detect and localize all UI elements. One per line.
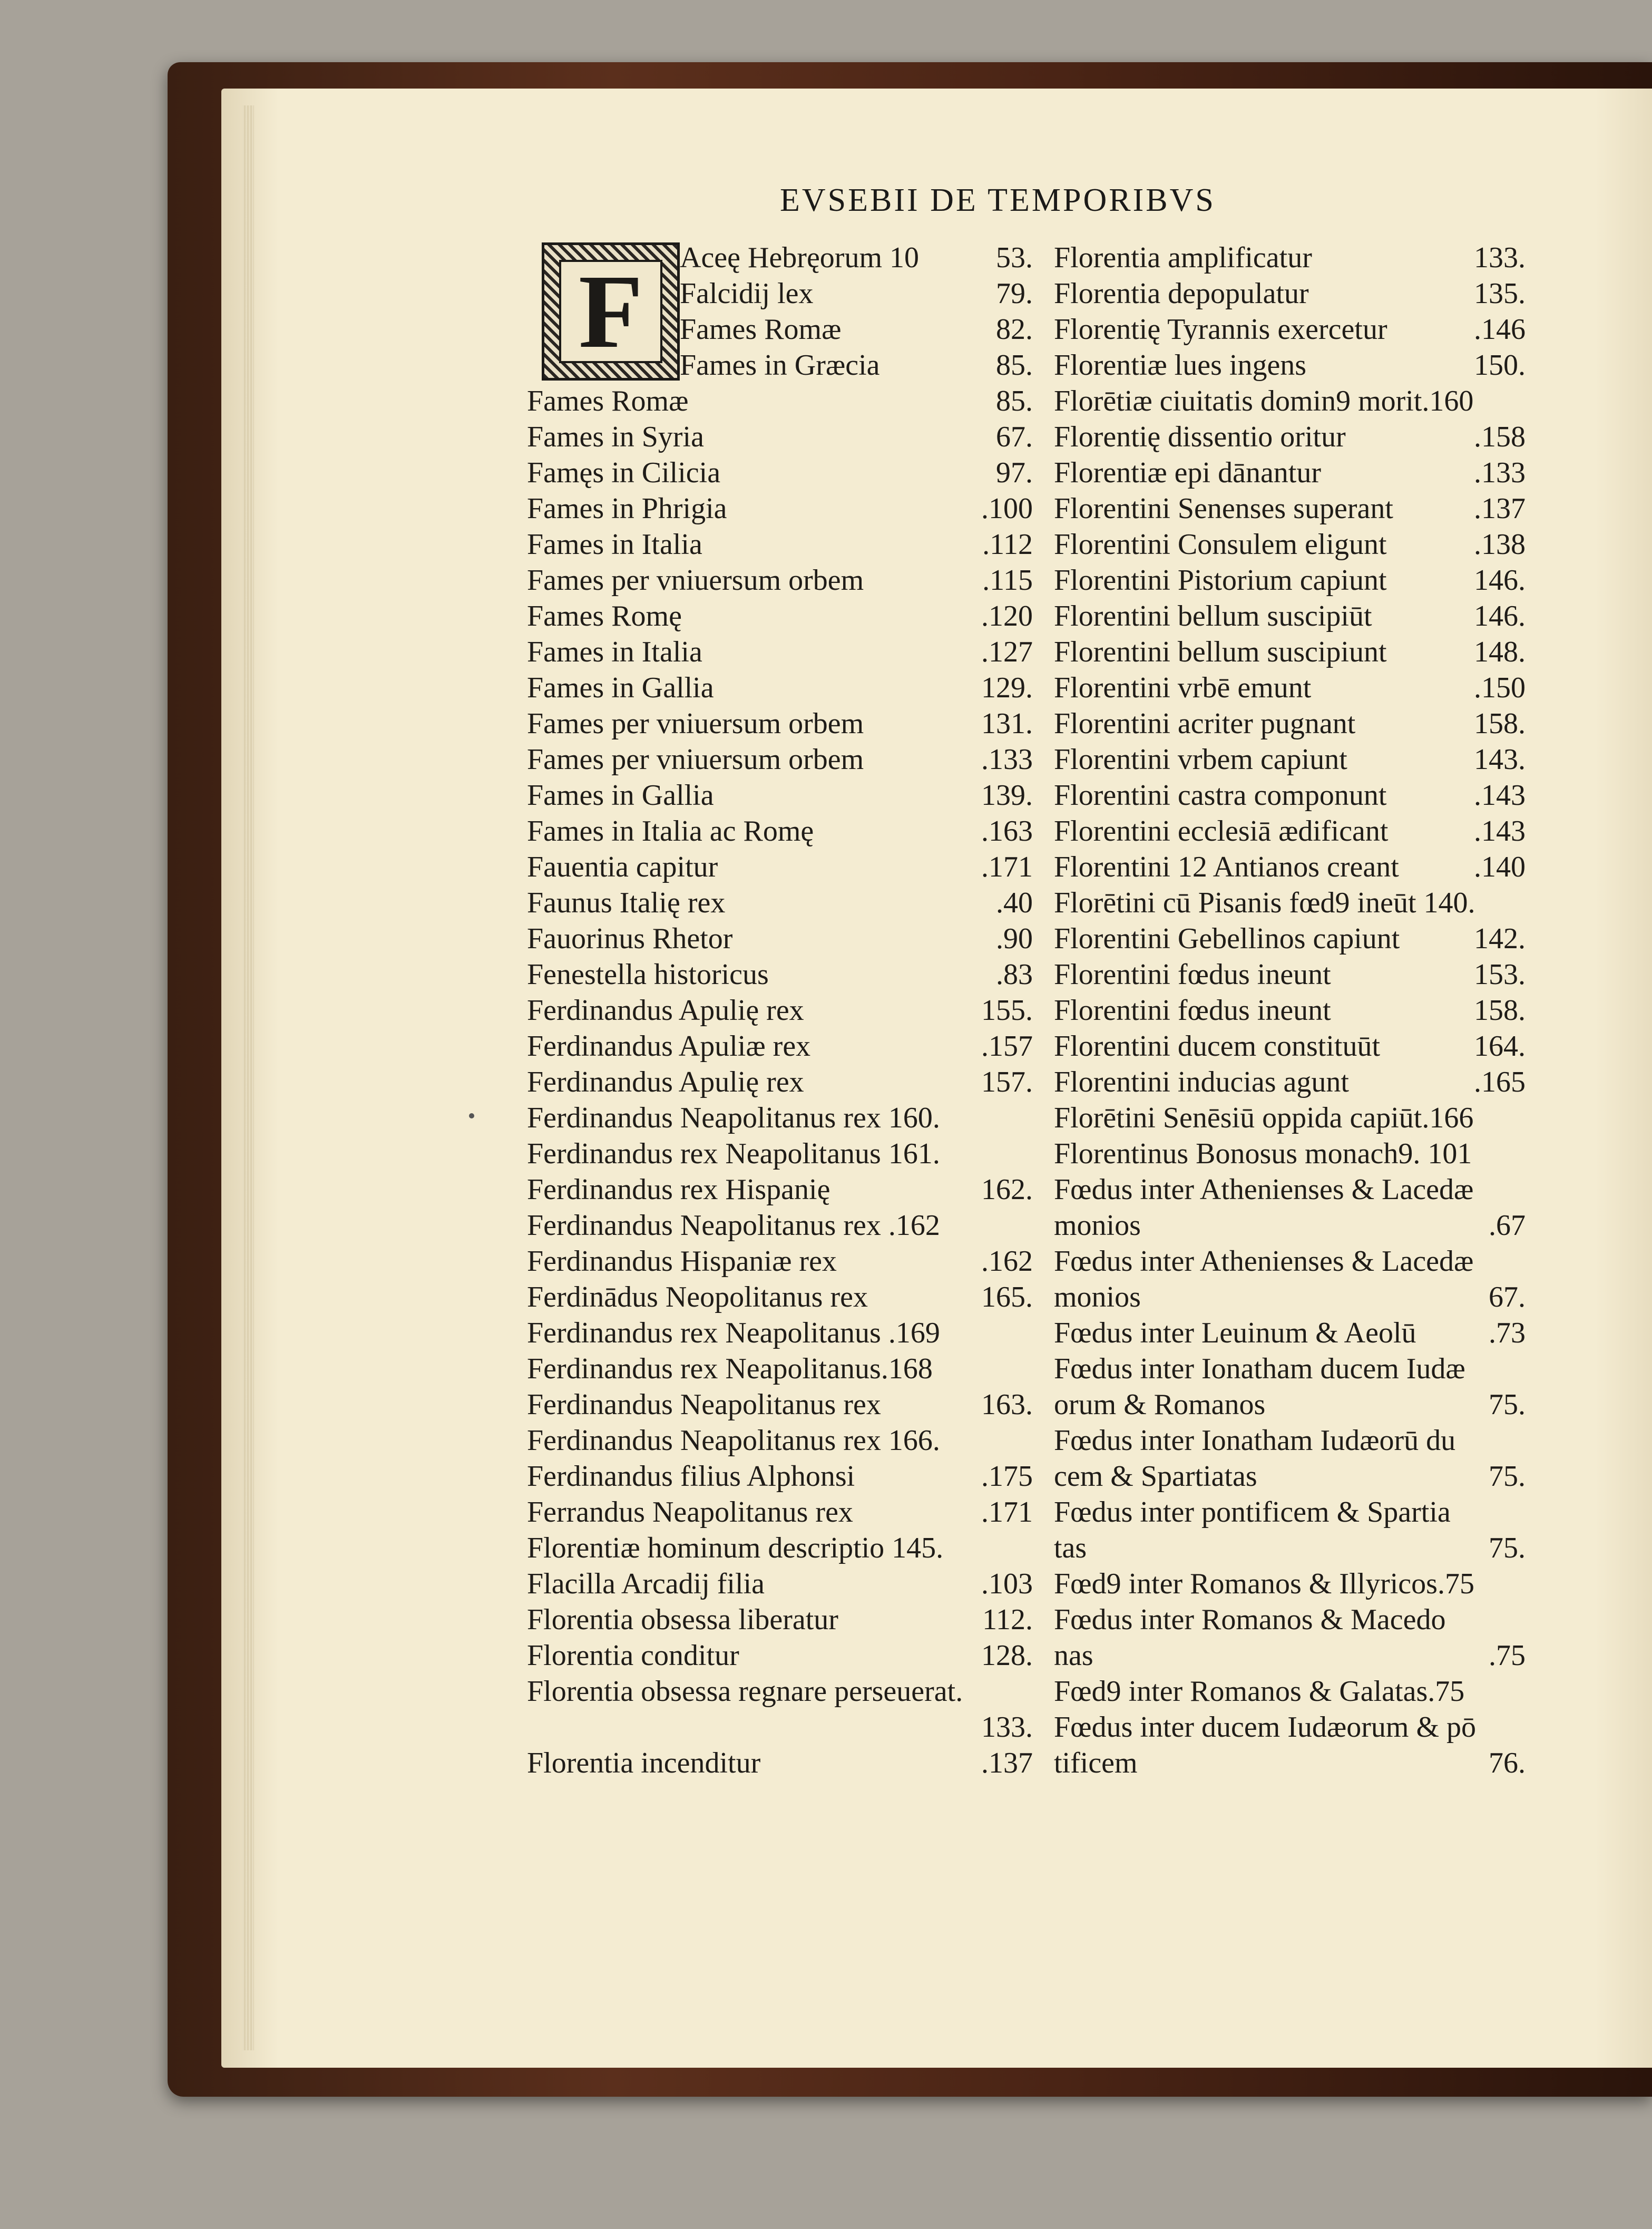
index-entry xyxy=(1054,1387,1526,1423)
index-entry xyxy=(527,527,1033,562)
entry-text: Fames Romæ xyxy=(680,313,842,346)
entry-text: Florentia amplificatur xyxy=(1054,241,1312,274)
entry-page: 142. xyxy=(1474,922,1526,955)
entry-text: tificem xyxy=(1054,1747,1138,1779)
entry-page: 158. xyxy=(1474,994,1526,1027)
entry-text: Falcidij lex xyxy=(680,277,814,310)
entry-page: 146. xyxy=(1474,564,1526,597)
entry-page: 139. xyxy=(981,779,1033,812)
index-entry xyxy=(527,419,1033,455)
index-entry xyxy=(1054,1673,1526,1709)
entry-text: Fames in Gallia xyxy=(527,779,714,812)
entry-text: cem & Spartiatas xyxy=(1054,1460,1257,1493)
entry-text xyxy=(527,1709,975,1745)
entry-page: 76. xyxy=(1489,1747,1526,1779)
entry-text: Fames per vniuersum orbem xyxy=(527,564,864,597)
index-entry xyxy=(527,1315,1033,1351)
index-entry xyxy=(527,706,1033,742)
entry-page: .73 xyxy=(1489,1317,1526,1349)
index-entry xyxy=(1054,921,1526,957)
entry-text: Florentia obsessa regnare perseuerat. xyxy=(527,1675,963,1708)
index-entry xyxy=(1054,670,1526,706)
entry-text: Florentini castra componunt xyxy=(1054,779,1387,812)
entry-page: 155. xyxy=(981,994,1033,1027)
entry-text: Florentini vrbē emunt xyxy=(1054,671,1312,704)
entry-text: Florentia obsessa liberatur xyxy=(527,1603,838,1636)
index-entry xyxy=(527,1100,1033,1136)
index-entry xyxy=(1054,706,1526,742)
entry-page: 135. xyxy=(1474,277,1526,310)
entry-page: .103 xyxy=(981,1568,1033,1600)
index-entry xyxy=(527,1423,1033,1458)
index-entry xyxy=(1054,562,1526,598)
index-entry xyxy=(1054,634,1526,670)
entry-page: 164. xyxy=(1474,1030,1526,1063)
entry-text: Fœdus inter Romanos & Macedo xyxy=(1054,1603,1446,1636)
index-entry xyxy=(527,1208,1033,1243)
index-entry xyxy=(1054,312,1526,347)
index-entry xyxy=(527,1458,1033,1494)
index-column-right xyxy=(1054,240,1526,1781)
index-entry xyxy=(527,1028,1033,1064)
index-entry xyxy=(527,1351,1033,1387)
entry-page: 129. xyxy=(981,671,1033,704)
entry-text: orum & Romanos xyxy=(1054,1388,1266,1421)
entry-page: 85. xyxy=(996,349,1033,382)
index-entry xyxy=(527,634,1033,670)
index-entry xyxy=(1054,1208,1526,1243)
index-entry xyxy=(527,347,1033,383)
entry-text: Florentini ecclesiā ædificant xyxy=(1054,815,1389,848)
index-column-left xyxy=(527,240,1033,1781)
entry-text: Florentini acriter pugnant xyxy=(1054,707,1356,740)
entry-page: 97. xyxy=(996,456,1033,489)
index-entry xyxy=(1054,1458,1526,1494)
entry-text: Ferdinandus rex Hispanię xyxy=(527,1173,830,1206)
index-entry xyxy=(527,1136,1033,1172)
entry-text: Florētini cū Pisanis fœd9 ineūt 140. xyxy=(1054,887,1475,919)
entry-text: Florentini Pistorium capiunt xyxy=(1054,564,1387,597)
index-entry xyxy=(527,1709,1033,1745)
entry-text: Ferdinandus Apulię rex xyxy=(527,994,804,1027)
index-entry xyxy=(1054,1709,1526,1745)
index-entry xyxy=(527,1387,1033,1423)
index-entry xyxy=(1054,1566,1526,1602)
index-entry xyxy=(1054,1423,1526,1458)
entry-text: Fames in Gallia xyxy=(527,671,714,704)
entry-text: Fœdus inter Athenienses & Lacedæ xyxy=(1054,1173,1474,1206)
entry-page: .83 xyxy=(996,958,1033,991)
entry-page: .143 xyxy=(1474,779,1526,812)
entry-page: 153. xyxy=(1474,958,1526,991)
entry-text: Florētiæ ciuitatis domin9 morit.160 xyxy=(1054,385,1474,417)
entry-page: 75. xyxy=(1489,1460,1526,1493)
index-entry xyxy=(527,240,1033,276)
entry-page: .163 xyxy=(981,815,1033,848)
entry-page: 133. xyxy=(1474,241,1526,274)
entry-text: Fames in Italia ac Romę xyxy=(527,815,814,848)
entry-page: .100 xyxy=(981,492,1033,525)
entry-page: .157 xyxy=(981,1030,1033,1063)
index-entry xyxy=(1054,742,1526,777)
index-entry xyxy=(1054,1602,1526,1638)
entry-page: 75. xyxy=(1489,1388,1526,1421)
entry-text: Aceę Hebręorum 10 xyxy=(680,241,920,274)
index-entry xyxy=(527,670,1033,706)
entry-text: Ferdinandus filius Alphonsi xyxy=(527,1460,855,1493)
entry-page: 79. xyxy=(996,277,1033,310)
entry-page: .115 xyxy=(982,564,1033,597)
entry-text: Fœdus inter ducem Iudæorum & pō xyxy=(1054,1711,1477,1744)
index-entry xyxy=(1054,527,1526,562)
entry-page: .120 xyxy=(981,600,1033,632)
index-entry xyxy=(1054,383,1526,419)
index-entry xyxy=(527,276,1033,312)
index-entry xyxy=(1054,1136,1526,1172)
entry-page: 82. xyxy=(996,313,1033,346)
entry-text: Florentini fœdus ineunt xyxy=(1054,958,1331,991)
index-entry xyxy=(1054,1100,1526,1136)
entry-text: Fames in Phrigia xyxy=(527,492,727,525)
entry-page: 158. xyxy=(1474,707,1526,740)
entry-page: .162 xyxy=(981,1245,1033,1278)
index-entry xyxy=(527,1602,1033,1638)
entry-page: .150 xyxy=(1474,671,1526,704)
index-entry xyxy=(527,598,1033,634)
index-entry xyxy=(527,455,1033,491)
entry-text: Fœdus inter Ionatham ducem Iudæ xyxy=(1054,1352,1465,1385)
entry-page: .175 xyxy=(981,1460,1033,1493)
index-entry xyxy=(1054,1315,1526,1351)
entry-page: .133 xyxy=(981,743,1033,776)
entry-page: .90 xyxy=(996,922,1033,955)
entry-text: Florentini ducem constituūt xyxy=(1054,1030,1381,1063)
index-entry xyxy=(1054,1172,1526,1208)
entry-text: Florentia conditur xyxy=(527,1639,739,1672)
entry-page: 85. xyxy=(996,385,1033,417)
entry-text: Florentia depopulatur xyxy=(1054,277,1309,310)
entry-page: .158 xyxy=(1474,421,1526,453)
page-edges xyxy=(242,105,254,2050)
entry-page: 150. xyxy=(1474,349,1526,382)
entry-text: Florentiæ hominum descriptio 145. xyxy=(527,1532,944,1564)
index-entry xyxy=(1054,347,1526,383)
entry-text: Florētini Senēsiū oppida capiūt.166 xyxy=(1054,1102,1474,1134)
index-entry xyxy=(527,813,1033,849)
index-entry xyxy=(1054,491,1526,527)
entry-text: Ferdinandus Apulię rex xyxy=(527,1066,804,1098)
index-entry xyxy=(1054,1351,1526,1387)
entry-text: Famęs in Cilicia xyxy=(527,456,721,489)
entry-page: 162. xyxy=(981,1173,1033,1206)
entry-text: Ferrandus Neapolitanus rex xyxy=(527,1496,853,1529)
index-entry xyxy=(527,1530,1033,1566)
entry-text: Florentiæ lues ingens xyxy=(1054,349,1307,382)
entry-text: Fœdus inter Leuinum & Aeolū xyxy=(1054,1317,1416,1349)
index-entry xyxy=(527,1566,1033,1602)
index-entry xyxy=(527,1172,1033,1208)
entry-text: monios xyxy=(1054,1209,1141,1242)
index-entry xyxy=(527,1638,1033,1673)
entry-page: .143 xyxy=(1474,815,1526,848)
entry-text: Florentię Tyrannis exercetur xyxy=(1054,313,1387,346)
entry-page: 112. xyxy=(982,1603,1033,1636)
entry-text: Florentini inducias agunt xyxy=(1054,1066,1349,1098)
entry-text: Florentini bellum suscipiūt xyxy=(1054,600,1372,632)
index-entry xyxy=(1054,598,1526,634)
entry-text: Fauorinus Rhetor xyxy=(527,922,733,955)
index-entry xyxy=(1054,276,1526,312)
entry-page: .127 xyxy=(981,636,1033,668)
entry-page: .137 xyxy=(1474,492,1526,525)
initial-letter: F xyxy=(559,260,662,363)
entry-text: Florentini Senenses superant xyxy=(1054,492,1393,525)
index-entry xyxy=(527,957,1033,992)
entry-text: Flacilla Arcadij filia xyxy=(527,1568,765,1600)
entry-page: .133 xyxy=(1474,456,1526,489)
index-entry xyxy=(527,1673,1033,1709)
entry-page: 165. xyxy=(981,1281,1033,1313)
entry-page: 67. xyxy=(996,421,1033,453)
entry-text: Florentini Gebellinos capiunt xyxy=(1054,922,1400,955)
entry-page: .112 xyxy=(982,528,1033,561)
running-head: EVSEBII DE TEMPORIBVS xyxy=(780,182,1216,218)
entry-text: Ferdinandus rex Neapolitanus .169 xyxy=(527,1317,940,1349)
entry-page: .67 xyxy=(1489,1209,1526,1242)
entry-text: Ferdinandus Hispaniæ rex xyxy=(527,1245,837,1278)
entry-text: monios xyxy=(1054,1281,1141,1313)
entry-text: Ferdinandus rex Neapolitanus.168 xyxy=(527,1352,933,1385)
index-entry xyxy=(1054,1530,1526,1566)
entry-text: Fœdus inter Ionatham Iudæorū du xyxy=(1054,1424,1456,1457)
index-entry xyxy=(1054,885,1526,921)
index-entry xyxy=(527,849,1033,885)
index-entry xyxy=(1054,813,1526,849)
entry-text: Florentini fœdus ineunt xyxy=(1054,994,1331,1027)
index-entry xyxy=(1054,1745,1526,1781)
entry-text: Fenestella historicus xyxy=(527,958,769,991)
index-entry xyxy=(527,992,1033,1028)
index-entry xyxy=(1054,240,1526,276)
index-entry xyxy=(527,921,1033,957)
entry-text: Fauentia capitur xyxy=(527,851,718,883)
entry-page: .75 xyxy=(1489,1639,1526,1672)
entry-page: .171 xyxy=(981,851,1033,883)
entry-text: Florentini 12 Antianos creant xyxy=(1054,851,1399,883)
entry-text: Ferdinandus Neapolitanus rex 166. xyxy=(527,1424,940,1457)
index-entry xyxy=(527,562,1033,598)
entry-text: Florentini bellum suscipiunt xyxy=(1054,636,1387,668)
entry-page: .138 xyxy=(1474,528,1526,561)
index-entry xyxy=(527,1243,1033,1279)
entry-text: Fames per vniuersum orbem xyxy=(527,743,864,776)
entry-text: Fames per vniuersum orbem xyxy=(527,707,864,740)
index-entry xyxy=(527,742,1033,777)
entry-page: .137 xyxy=(981,1747,1033,1779)
entry-page: 163. xyxy=(981,1388,1033,1421)
entry-text: Ferdinandus Neapolitanus rex xyxy=(527,1388,881,1421)
index-entry xyxy=(1054,992,1526,1028)
entry-text: tas xyxy=(1054,1532,1087,1564)
entry-text: Ferdinādus Neopolitanus rex xyxy=(527,1281,868,1313)
index-entry xyxy=(1054,1028,1526,1064)
index-entry xyxy=(1054,777,1526,813)
entry-page: .146 xyxy=(1474,313,1526,346)
entry-text: Fames in Græcia xyxy=(680,349,880,382)
entry-page: .165 xyxy=(1474,1066,1526,1098)
entry-text: Ferdinandus rex Neapolitanus 161. xyxy=(527,1137,940,1170)
index-entry xyxy=(527,1745,1033,1781)
entry-text: Fœd9 inter Romanos & Illyricos.75 xyxy=(1054,1568,1474,1600)
entry-page: .40 xyxy=(996,887,1033,919)
entry-page: 148. xyxy=(1474,636,1526,668)
entry-page: 75. xyxy=(1489,1532,1526,1564)
index-entry xyxy=(1054,849,1526,885)
entry-text: Florentinus Bonosus monach9. 101 xyxy=(1054,1137,1472,1170)
entry-text: Fames in Syria xyxy=(527,421,704,453)
entry-page: 133. xyxy=(981,1711,1033,1744)
index-entry xyxy=(527,383,1033,419)
entry-text: Fames in Italia xyxy=(527,528,702,561)
entry-page: 143. xyxy=(1474,743,1526,776)
entry-page: 53. xyxy=(996,241,1033,274)
index-entry xyxy=(527,885,1033,921)
entry-page: .140 xyxy=(1474,851,1526,883)
entry-text: Fœdus inter Athenienses & Lacedæ xyxy=(1054,1245,1474,1278)
entry-text: nas xyxy=(1054,1639,1093,1672)
entry-text: Florentini vrbem capiunt xyxy=(1054,743,1347,776)
entry-page: 146. xyxy=(1474,600,1526,632)
margin-dot xyxy=(469,1113,474,1118)
entry-text: Florentini Consulem eligunt xyxy=(1054,528,1387,561)
index-entry xyxy=(1054,1243,1526,1279)
entry-text: Ferdinandus Apuliæ rex xyxy=(527,1030,811,1063)
entry-text: Florentia incenditur xyxy=(527,1747,761,1779)
entry-text: Florentiæ epi dānantur xyxy=(1054,456,1322,489)
index-entry xyxy=(527,777,1033,813)
index-entry xyxy=(1054,1638,1526,1673)
entry-page: 131. xyxy=(981,707,1033,740)
entry-text: Fœdus inter pontificem & Spartia xyxy=(1054,1496,1451,1529)
entry-page: 157. xyxy=(981,1066,1033,1098)
index-entry xyxy=(1054,1064,1526,1100)
index-entry xyxy=(1054,1279,1526,1315)
entry-page: .171 xyxy=(981,1496,1033,1529)
entry-text: Florentię dissentio oritur xyxy=(1054,421,1346,453)
entry-text: Ferdinandus Neapolitanus rex 160. xyxy=(527,1102,940,1134)
entry-page: 128. xyxy=(981,1639,1033,1672)
index-entry xyxy=(527,1064,1033,1100)
index-entry xyxy=(1054,1494,1526,1530)
index-entry xyxy=(527,1494,1033,1530)
index-entry xyxy=(1054,455,1526,491)
entry-page: 67. xyxy=(1489,1281,1526,1313)
entry-text: Fames in Italia xyxy=(527,636,702,668)
entry-text: Fames Romæ xyxy=(527,385,689,417)
index-entry xyxy=(527,1279,1033,1315)
entry-text: Fœd9 inter Romanos & Galatas.75 xyxy=(1054,1675,1465,1708)
entry-text: Faunus Italię rex xyxy=(527,887,726,919)
index-entry xyxy=(1054,957,1526,992)
index-entry xyxy=(527,491,1033,527)
index-entry xyxy=(1054,419,1526,455)
entry-text: Fames Romę xyxy=(527,600,682,632)
index-entry xyxy=(527,312,1033,347)
entry-text: Ferdinandus Neapolitanus rex .162 xyxy=(527,1209,940,1242)
